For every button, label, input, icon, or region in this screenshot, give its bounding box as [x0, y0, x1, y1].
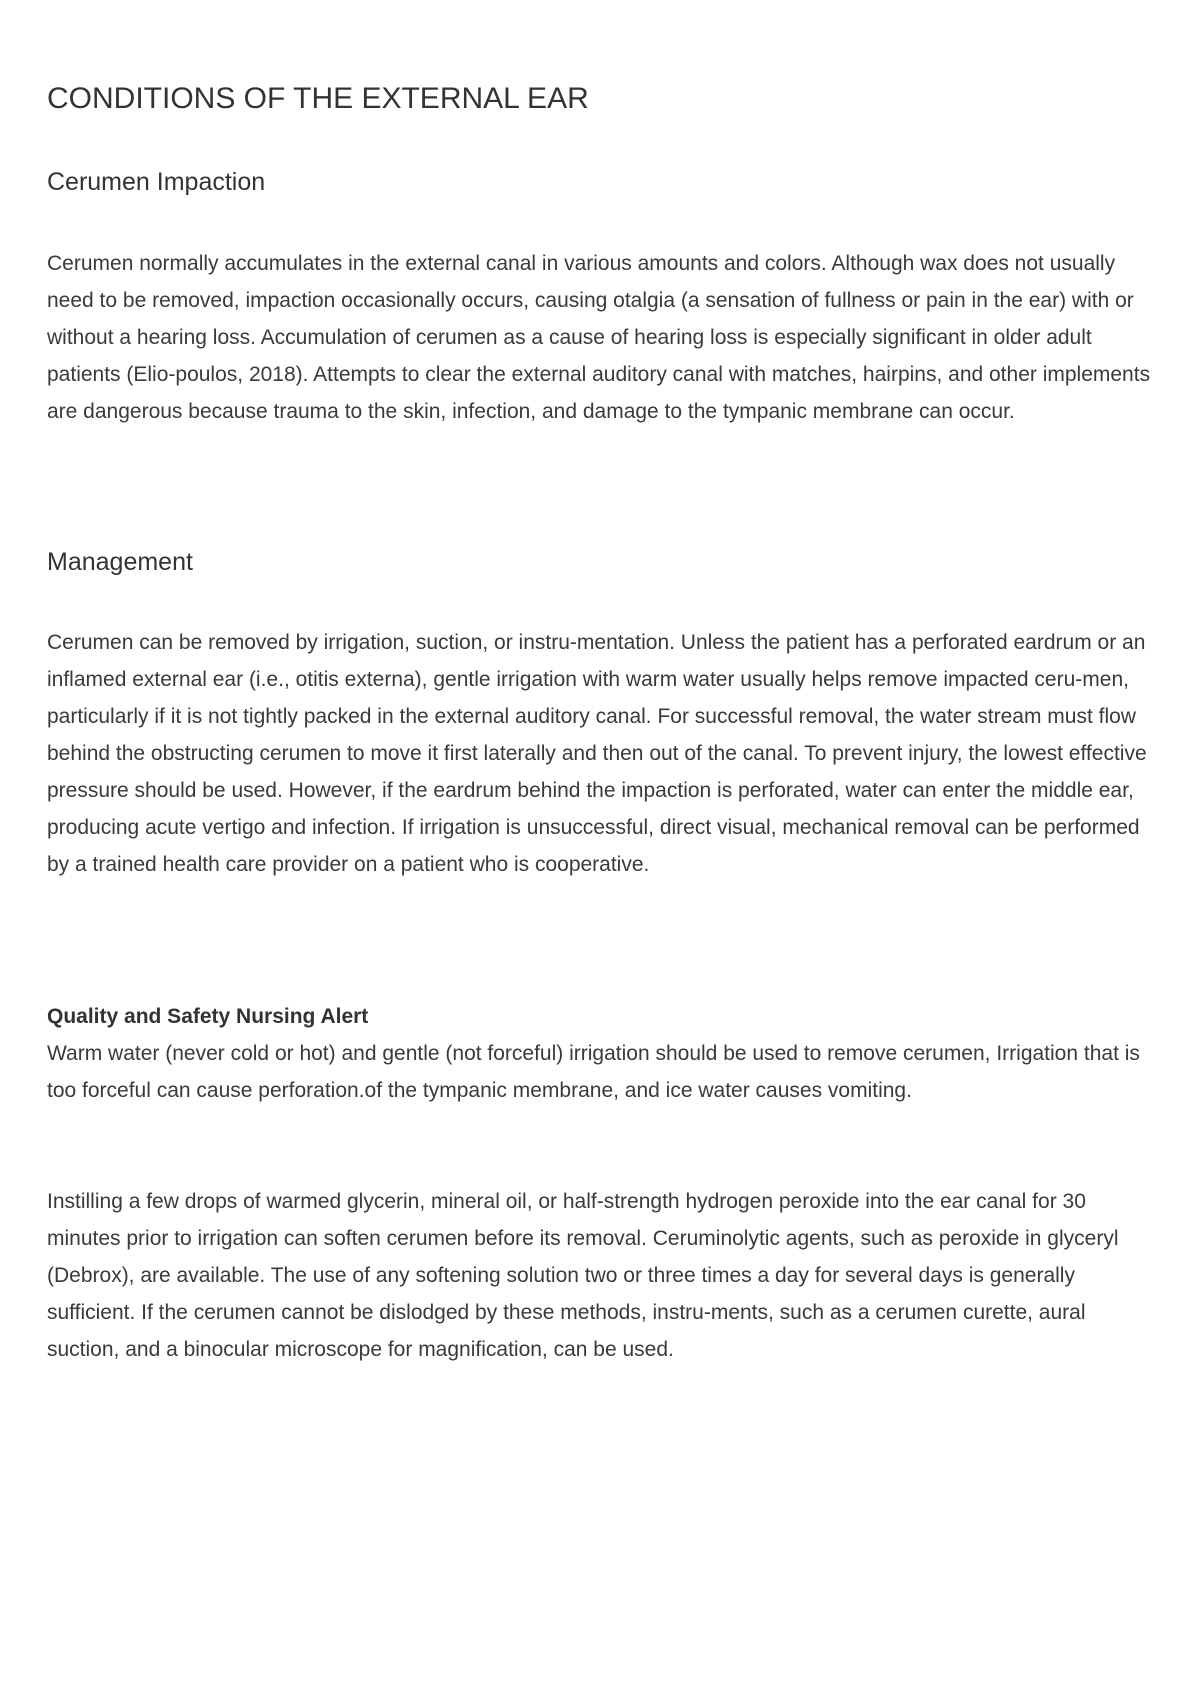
- paragraph-cerumen-impaction: Cerumen normally accumulates in the external canal in various amounts and colors. Although wax does not usually need to be removed, impaction occasionally occurs, causing otalgia (a sensation of fullness or pain in the ear) with or without a hearing loss. Accumulation of cerumen as a cause of hearing loss is especially significant in older adult patients (Elio-poulos, 2018). Attempts to clear the external auditory canal with matches, hairpins, and other implements are dangerous because trauma to the skin, infection, and damage to the tympanic membrane can occur.: [47, 252, 1151, 423]
- paragraph-softening-agents: Instilling a few drops of warmed glycerin, mineral oil, or half-strength hydrogen peroxide into the ear canal for 30 minutes prior to irrigation can soften cerumen before its removal. Ceruminolytic agents, such as peroxide in glyceryl (Debrox), are available. The use of any softening solution two or three times a day for several days is generally sufficient. If the cerumen cannot be dislodged by these methods, instru-ments, such as a cerumen curette, aural suction, and a binocular microscope for magnification, can be used.: [47, 1190, 1119, 1361]
- paragraph-nursing-alert: Warm water (never cold or hot) and gentle (not forceful) irrigation should be used to remove cerumen, Irrigation that is too forceful can cause perforation.of the tympanic membrane, and ice water causes vomiting.: [47, 1042, 1140, 1102]
- document-title: CONDITIONS OF THE EXTERNAL EAR: [47, 82, 589, 115]
- section-heading-management: Management: [47, 548, 193, 576]
- section-heading-cerumen-impaction: Cerumen Impaction: [47, 168, 266, 196]
- paragraph-management: Cerumen can be removed by irrigation, suction, or instru-mentation. Unless the patient has a perforated eardrum or an inflamed external ear (i.e., otitis externa), gentle irrigation with warm water usually helps remove impacted ceru-men, particularly if it is not tightly packed in the external auditory canal. For successful removal, the water stream must flow behind the obstructing cerumen to move it first laterally and then out of the canal. To prevent injury, the lowest effective pressure should be used. However, if the eardrum behind the impaction is perforated, water can enter the middle ear, producing acute vertigo and infection. If irrigation is unsuccessful, direct visual, mechanical removal can be performed by a trained health care provider on a patient who is cooperative.: [47, 631, 1147, 876]
- nursing-alert-title: Quality and Safety Nursing Alert: [47, 1005, 369, 1028]
